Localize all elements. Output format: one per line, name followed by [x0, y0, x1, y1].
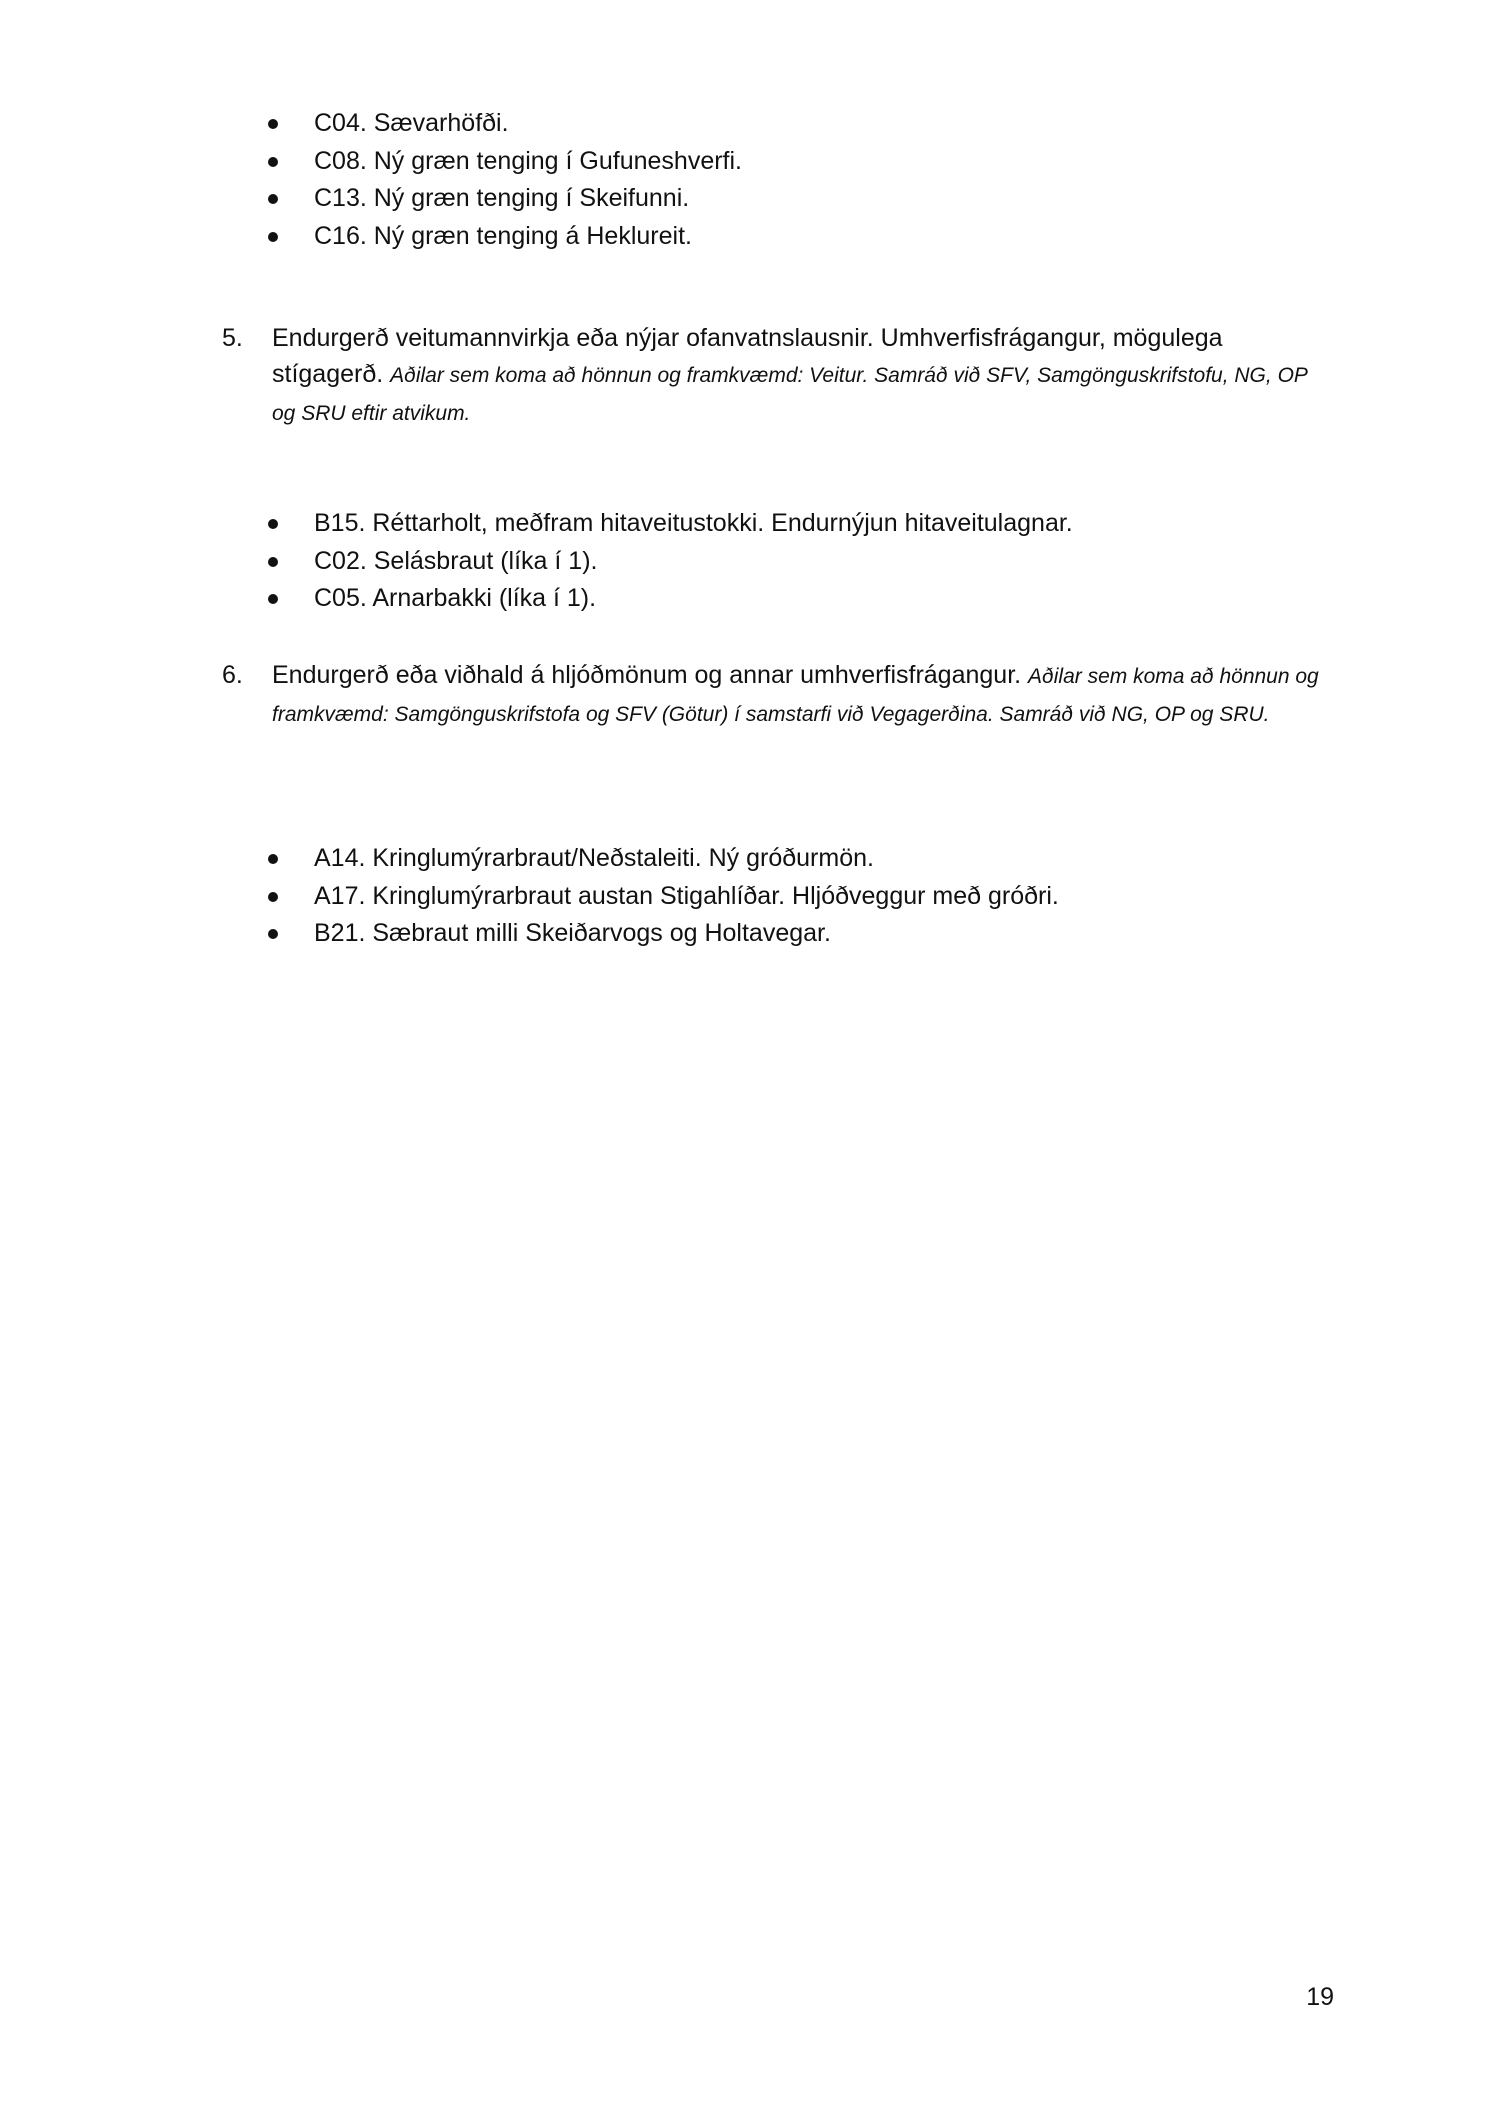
- bullet-icon: [268, 929, 278, 939]
- list-item: [268, 580, 1073, 618]
- item-number: 6.: [222, 661, 243, 689]
- list-item: [268, 505, 1073, 543]
- item-italic-note: Aðilar sem koma að hönnun og framkvæmd: Veitur. Samráð við SFV, Samgönguskrifstofu, NG, OP og SRU eftir atvikum.: [272, 364, 1308, 425]
- item-number: 5.: [222, 324, 243, 352]
- item-paragraph: [272, 657, 1322, 733]
- list-item-text: C16. Ný græn tenging á Heklureit.: [314, 221, 692, 250]
- bullet-icon: [268, 119, 278, 129]
- page-number: 19: [1306, 1983, 1334, 2011]
- list-item-text: B21. Sæbraut milli Skeiðarvogs og Holtavegar.: [314, 919, 831, 947]
- list-item: [268, 218, 742, 256]
- list-item: [268, 105, 742, 143]
- list-item-text: C08. Ný græn tenging í Gufuneshverfi.: [314, 146, 743, 175]
- numbered-item-6: [222, 657, 1322, 733]
- bullet-icon: [268, 557, 278, 567]
- list-item-text: C02. Selásbraut (líka í 1).: [314, 546, 598, 575]
- bullet-icon: [268, 232, 278, 242]
- list-item: [268, 143, 742, 181]
- bullet-list-section-6: [268, 840, 1059, 953]
- bullet-icon: [268, 519, 278, 529]
- bullet-icon: [268, 157, 278, 167]
- item-paragraph: [272, 320, 1322, 432]
- list-item: [268, 915, 1059, 953]
- list-item-text: A17. Kringlumýrarbraut austan Stigahlíðar. Hljóðveggur með gróðri.: [314, 881, 1059, 910]
- list-item: [268, 180, 742, 218]
- numbered-item-5: [222, 320, 1322, 432]
- bullet-list-top: [268, 105, 742, 255]
- list-item: [268, 840, 1059, 878]
- list-item-text: A14. Kringlumýrarbraut/Neðstaleiti. Ný gróðurmön.: [314, 844, 874, 872]
- list-item-text: C05. Arnarbakki (líka í 1).: [314, 584, 597, 612]
- bullet-icon: [268, 854, 278, 864]
- item-text: Endurgerð eða viðhald á hljóðmönum og annar umhverfisfrágangur.: [272, 661, 1022, 689]
- item-italic-note: Aðilar sem koma að hönnun og framkvæmd: Samgönguskrifstofa og SFV (Götur) í samstarfi við Vegagerðina. Samráð við NG, OP og SRU.: [272, 665, 1319, 726]
- list-item-text: C04. Sævarhöfði.: [314, 109, 509, 137]
- item-text: Endurgerð veitumannvirkja eða nýjar ofanvatnslausnir. Umhverfisfrágangur, mögulega stígagerð.: [272, 324, 1223, 388]
- bullet-icon: [268, 892, 278, 902]
- list-item: [268, 878, 1059, 916]
- list-item: [268, 543, 1073, 581]
- list-item-text: B15. Réttarholt, meðfram hitaveitustokki. Endurnýjun hitaveitulagnar.: [314, 509, 1073, 537]
- bullet-icon: [268, 194, 278, 204]
- list-item-text: C13. Ný græn tenging í Skeifunni.: [314, 184, 690, 212]
- bullet-list-section-5: [268, 505, 1073, 618]
- bullet-icon: [268, 594, 278, 604]
